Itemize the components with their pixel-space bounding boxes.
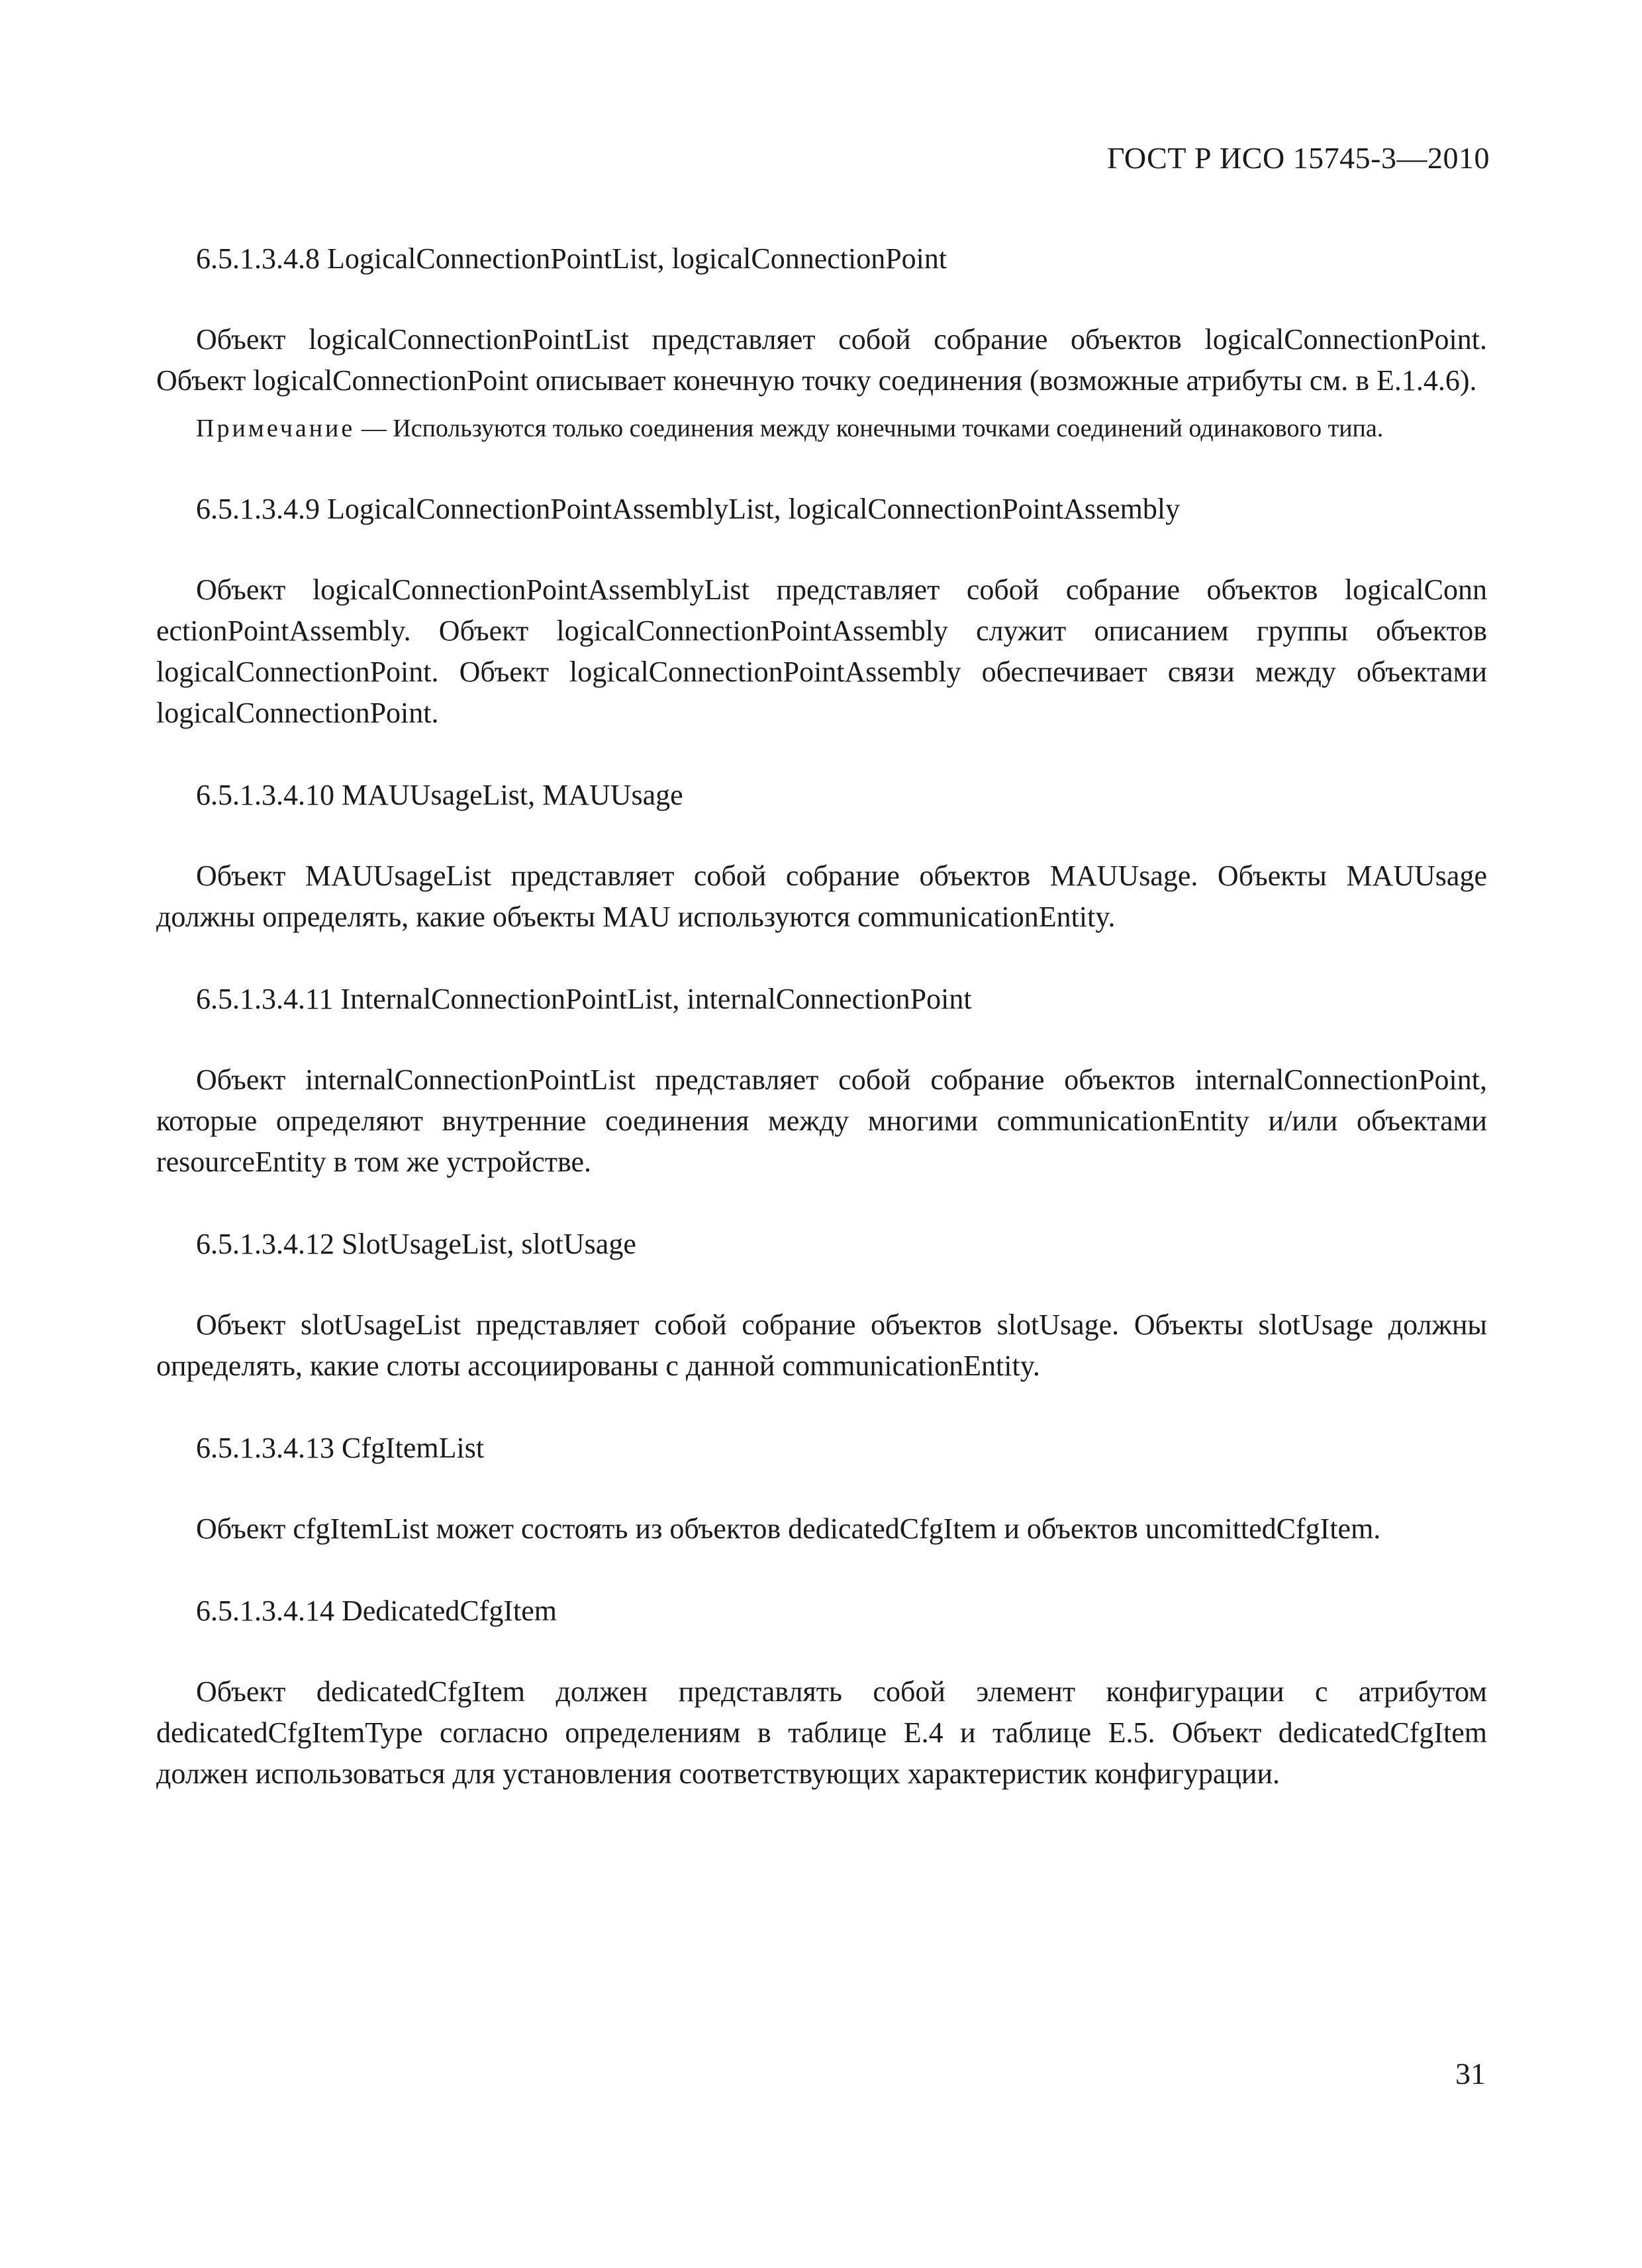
section-heading-6-5-1-3-4-14: 6.5.1.3.4.14 DedicatedCfgItem	[196, 1595, 557, 1627]
section-paragraph-6-5-1-3-4-10: Объект MAUUsageList представляет собой собрание объектов MAUUsage. Объекты MAUUsage должны определять, какие объекты MAU используются communicationEntity.	[156, 860, 1487, 933]
section-heading-6-5-1-3-4-13: 6.5.1.3.4.13 CfgItemList	[196, 1432, 485, 1464]
section-paragraph-6-5-1-3-4-9: Объект logicalConnectionPointAssemblyList представляет собой собрание объектов logicalConn ectionPointAssembly. Объект logicalConnectionPointAssembly служит описанием группы объектов logicalConnectionPoint. Объект logicalConnectionPointAssembly обеспечивает связи между объектами logicalConnectionPoint.	[156, 573, 1487, 729]
page-number: 31	[1455, 2057, 1486, 2091]
section-heading-6-5-1-3-4-8: 6.5.1.3.4.8 LogicalConnectionPointList, logicalConnectionPoint	[196, 242, 947, 275]
note-label: Примечание	[196, 415, 356, 442]
section-paragraph-6-5-1-3-4-13: Объект cfgItemList может состоять из объектов dedicatedCfgItem и объектов uncomittedCfgItem.	[196, 1512, 1381, 1545]
section-heading-6-5-1-3-4-11: 6.5.1.3.4.11 InternalConnectionPointList, internalConnectionPoint	[196, 983, 972, 1015]
section-paragraph-6-5-1-3-4-14: Объект dedicatedCfgItem должен представлять собой элемент конфигурации с атрибутом dedicatedCfgItemType согласно определениям в таблице Е.4 и таблице Е.5. Объект dedicatedCfgItem должен использоваться для установления соответствующих характеристик конфигурации.	[156, 1675, 1487, 1790]
note-text: — Используются только соединения между конечными точками соединений одинакового типа.	[355, 415, 1384, 442]
section-paragraph-6-5-1-3-4-12: Объект slotUsageList представляет собой собрание объектов slotUsage. Объекты slotUsage должны определять, какие слоты ассоциированы с данной communicationEntity.	[156, 1308, 1487, 1382]
section-heading-6-5-1-3-4-10: 6.5.1.3.4.10 MAUUsageList, MAUUsage	[196, 779, 683, 811]
section-note	[156, 409, 1487, 448]
section-heading-6-5-1-3-4-9: 6.5.1.3.4.9 LogicalConnectionPointAssemblyList, logicalConnectionPointAssembly	[196, 493, 1181, 525]
section-paragraph-6-5-1-3-4-8: Объект logicalConnectionPointList представляет собой собрание объектов logicalConnectionPoint. Объект logicalConnectionPoint описывает конечную точку соединения (возможные атрибуты см. в Е.1.4.6).	[156, 323, 1487, 397]
section-paragraph-6-5-1-3-4-11: Объект internalConnectionPointList представляет собой собрание объектов internalConnectionPoint, которые определяют внутренние соединения между многими communicationEntity и/или объектами resourceEntity в том же устройстве.	[156, 1063, 1487, 1178]
page-content	[156, 238, 1487, 1836]
document-id-header: ГОСТ Р ИСО 15745-3—2010	[1106, 141, 1490, 175]
section-heading-6-5-1-3-4-12: 6.5.1.3.4.12 SlotUsageList, slotUsage	[196, 1228, 636, 1260]
